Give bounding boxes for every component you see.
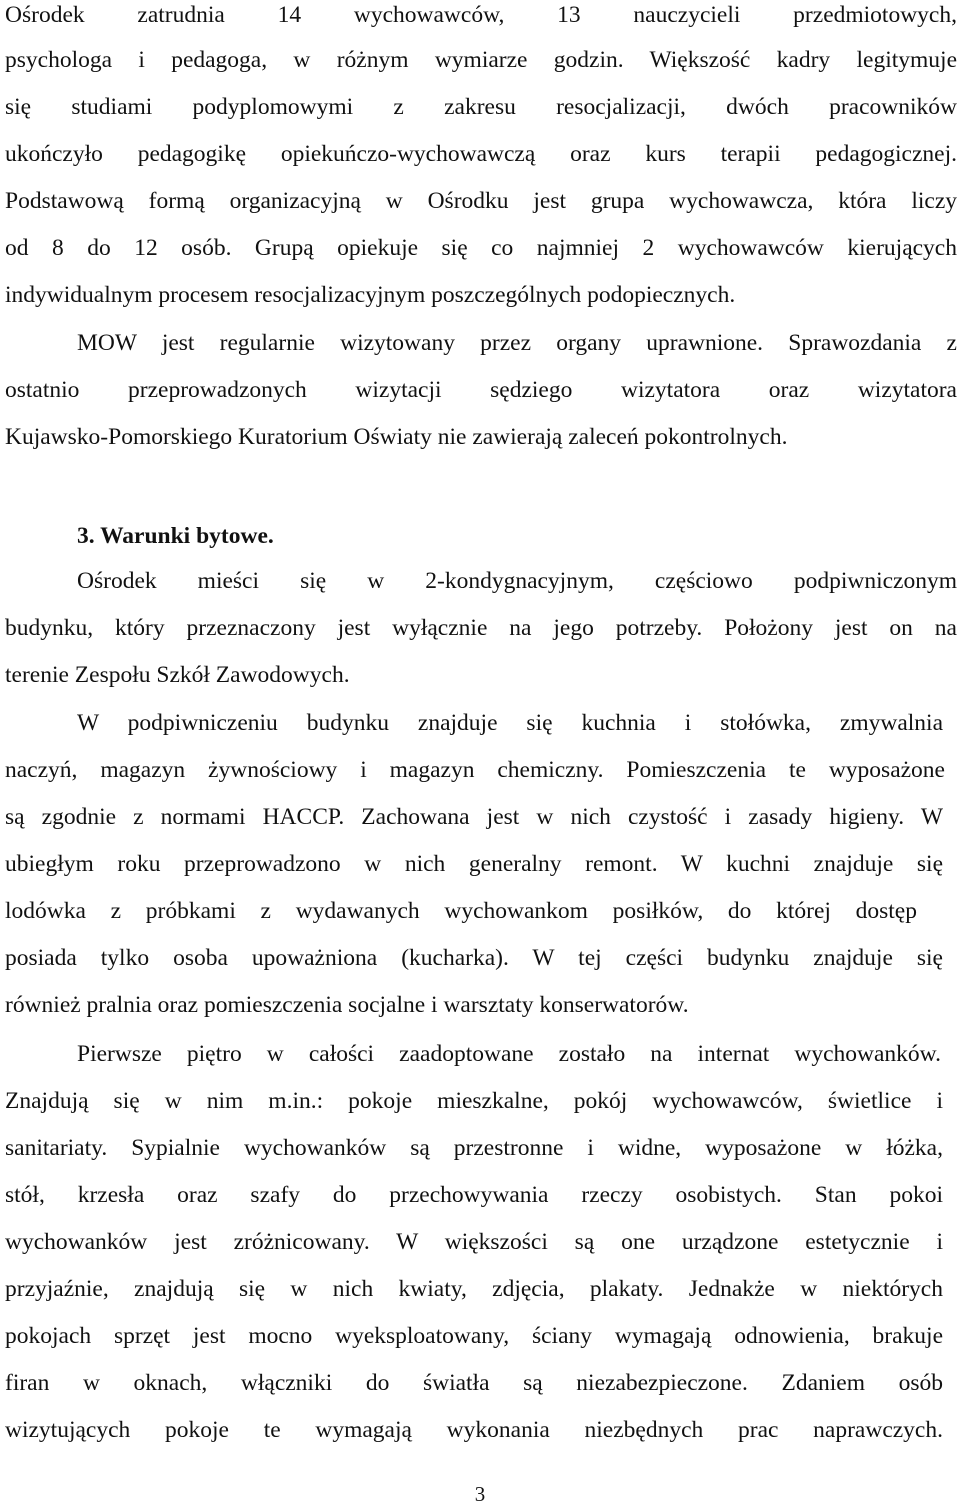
paragraph-line: wizytujących pokoje te wymagają wykonania niezbędnych prac naprawczych. bbox=[5, 1417, 943, 1443]
paragraph-line: Pierwsze piętro w całości zaadoptowane zostało na internat wychowanków. bbox=[77, 1041, 941, 1067]
paragraph-line: Ośrodek mieści się w 2-kondygnacyjnym, częściowo podpiwniczonym bbox=[77, 568, 957, 594]
paragraph-line: wychowanków jest zróżnicowany. W większości są one urządzone estetycznie i bbox=[5, 1229, 943, 1255]
paragraph-line: pokojach sprzęt jest mocno wyeksploatowany, ściany wymagają odnowienia, brakuje bbox=[5, 1323, 943, 1349]
paragraph-line: Podstawową formą organizacyjną w Ośrodku jest grupa wychowawcza, która liczy bbox=[5, 188, 957, 214]
paragraph-line: Kujawsko-Pomorskiego Kuratorium Oświaty nie zawierają zaleceń pokontrolnych. bbox=[5, 424, 788, 450]
paragraph-line: ostatnio przeprowadzonych wizytacji sędziego wizytatora oraz wizytatora bbox=[5, 377, 957, 403]
paragraph-line: terenie Zespołu Szkół Zawodowych. bbox=[5, 662, 350, 688]
page-number: 3 bbox=[474, 1482, 486, 1506]
paragraph-line: stół, krzesła oraz szafy do przechowywania rzeczy osobistych. Stan pokoi bbox=[5, 1182, 943, 1208]
paragraph-line: ubiegłym roku przeprowadzono w nich generalny remont. W kuchni znajduje się bbox=[5, 851, 943, 877]
paragraph-line: przyjaźnie, znajdują się w nich kwiaty, zdjęcia, plakaty. Jednakże w niektórych bbox=[5, 1276, 943, 1302]
paragraph-line: lodówka z próbkami z wydawanych wychowankom posiłków, do której dostęp bbox=[5, 898, 917, 924]
paragraph-line: od 8 do 12 osób. Grupą opiekuje się co najmniej 2 wychowawców kierujących bbox=[5, 235, 957, 261]
paragraph-line: indywidualnym procesem resocjalizacyjnym poszczególnych podopiecznych. bbox=[5, 282, 736, 308]
paragraph-line: budynku, który przeznaczony jest wyłącznie na jego potrzeby. Położony jest on na bbox=[5, 615, 957, 641]
paragraph-line: sanitariaty. Sypialnie wychowanków są przestronne i widne, wyposażone w łóżka, bbox=[5, 1135, 943, 1161]
paragraph-line: są zgodnie z normami HACCP. Zachowana jest w nich czystość i zasady higieny. W bbox=[5, 804, 943, 830]
paragraph-line: psychologa i pedagoga, w różnym wymiarze godzin. Większość kadry legitymuje bbox=[5, 47, 957, 73]
paragraph-line: MOW jest regularnie wizytowany przez organy uprawnione. Sprawozdania z bbox=[77, 330, 957, 356]
paragraph-line: W podpiwniczeniu budynku znajduje się kuchnia i stołówka, zmywalnia bbox=[77, 710, 943, 736]
paragraph-line: Znajdują się w nim m.in.: pokoje mieszkalne, pokój wychowawców, świetlice i bbox=[5, 1088, 943, 1114]
paragraph-line: posiada tylko osoba upoważniona (kucharka). W tej części budynku znajduje się bbox=[5, 945, 943, 971]
paragraph-line: się studiami podyplomowymi z zakresu resocjalizacji, dwóch pracowników bbox=[5, 94, 957, 120]
paragraph-line: Ośrodek zatrudnia 14 wychowawców, 13 nauczycieli przedmiotowych, bbox=[5, 2, 957, 28]
paragraph-line: firan w oknach, włączniki do światła są niezabezpieczone. Zdaniem osób bbox=[5, 1370, 943, 1396]
paragraph-line: również pralnia oraz pomieszczenia socjalne i warsztaty konserwatorów. bbox=[5, 992, 689, 1018]
paragraph-line: naczyń, magazyn żywnościowy i magazyn chemiczny. Pomieszczenia te wyposażone bbox=[5, 757, 945, 783]
paragraph-line: ukończyło pedagogikę opiekuńczo-wychowawczą oraz kurs terapii pedagogicznej. bbox=[5, 141, 957, 167]
section-heading: 3. Warunki bytowe. bbox=[77, 523, 274, 549]
